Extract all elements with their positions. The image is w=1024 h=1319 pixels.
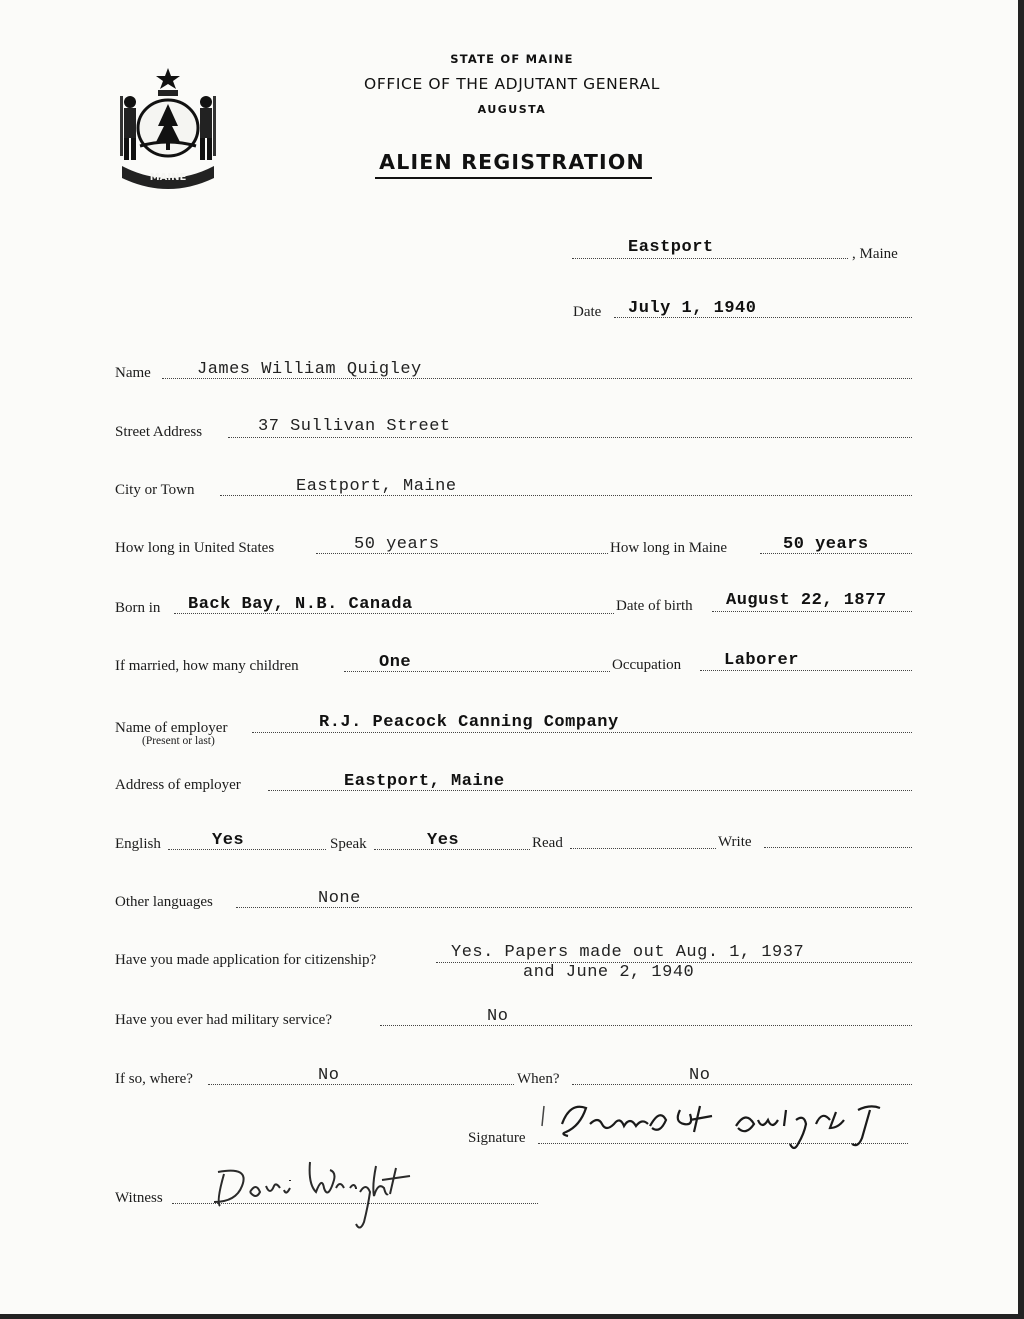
scan-edge-right <box>1018 0 1024 1319</box>
us-years-value: 50 years <box>354 535 440 554</box>
citizenship-value-line2: and June 2, 1940 <box>523 963 695 982</box>
citizenship-label: Have you made application for citizenship? <box>115 952 377 968</box>
date-value: July 1, 1940 <box>628 299 757 318</box>
employer-address-value: Eastport, Maine <box>344 772 505 791</box>
where-label: If so, where? <box>115 1071 193 1087</box>
read-label: Read <box>532 835 563 851</box>
applicant-signature <box>540 1096 920 1156</box>
when-value: No <box>689 1066 711 1085</box>
dob-line <box>712 611 912 612</box>
english-value: Yes <box>212 831 245 850</box>
when-label: When? <box>517 1071 560 1087</box>
name-value: James William Quigley <box>197 360 422 379</box>
maine-years-value: 50 years <box>783 535 869 554</box>
street-label: Street Address <box>115 424 203 440</box>
where-line <box>208 1084 514 1085</box>
us-years-label: How long in United States <box>115 540 275 556</box>
street-line <box>228 437 912 438</box>
name-label: Name <box>115 365 151 381</box>
header-office: OFFICE OF THE ADJUTANT GENERAL <box>364 75 660 93</box>
military-value: No <box>487 1007 509 1026</box>
date-label: Date <box>573 304 602 320</box>
military-line <box>380 1025 912 1026</box>
scan-edge-bottom <box>0 1314 1024 1319</box>
maine-years-label: How long in Maine <box>610 540 728 556</box>
employer-sublabel: (Present or last) <box>142 735 215 747</box>
title-underline <box>375 177 652 179</box>
employer-line <box>252 732 912 733</box>
write-label: Write <box>718 834 752 850</box>
read-line <box>570 848 716 849</box>
city-value: Eastport, Maine <box>296 477 457 496</box>
employer-address-label: Address of employer <box>115 777 241 793</box>
citizenship-value-line1: Yes. Papers made out Aug. 1, 1937 <box>451 943 805 962</box>
speak-label: Speak <box>330 836 367 852</box>
born-value: Back Bay, N.B. Canada <box>188 595 413 614</box>
street-value: 37 Sullivan Street <box>258 417 451 436</box>
employer-value: R.J. Peacock Canning Company <box>319 713 619 732</box>
write-line <box>764 847 912 848</box>
signature-label: Signature <box>468 1130 526 1146</box>
witness-label: Witness <box>115 1190 163 1206</box>
city-label: City or Town <box>115 482 195 498</box>
seal-banner-text: MAINE <box>149 172 187 183</box>
occupation-value: Laborer <box>724 651 799 670</box>
header-state: STATE OF MAINE <box>450 52 574 66</box>
born-label: Born in <box>115 600 161 616</box>
dob-value: August 22, 1877 <box>726 591 887 610</box>
other-languages-value: None <box>318 889 361 908</box>
location-line <box>572 258 848 259</box>
location-suffix: , Maine <box>852 246 898 262</box>
employer-label: Name of employer <box>115 720 228 736</box>
where-value: No <box>318 1066 340 1085</box>
military-label: Have you ever had military service? <box>115 1012 332 1028</box>
location-value: Eastport <box>628 238 714 257</box>
header-city: AUGUSTA <box>477 103 547 116</box>
english-label: English <box>115 836 161 852</box>
children-label: If married, how many children <box>115 658 299 674</box>
form-title: ALIEN REGISTRATION <box>379 150 645 174</box>
speak-value: Yes <box>427 831 460 850</box>
occupation-line <box>700 670 912 671</box>
other-languages-label: Other languages <box>115 894 213 910</box>
when-line <box>572 1084 912 1085</box>
dob-label: Date of birth <box>616 598 693 614</box>
english-line <box>168 849 326 850</box>
witness-signature <box>210 1152 430 1232</box>
children-value: One <box>379 653 412 672</box>
occupation-label: Occupation <box>612 657 682 673</box>
